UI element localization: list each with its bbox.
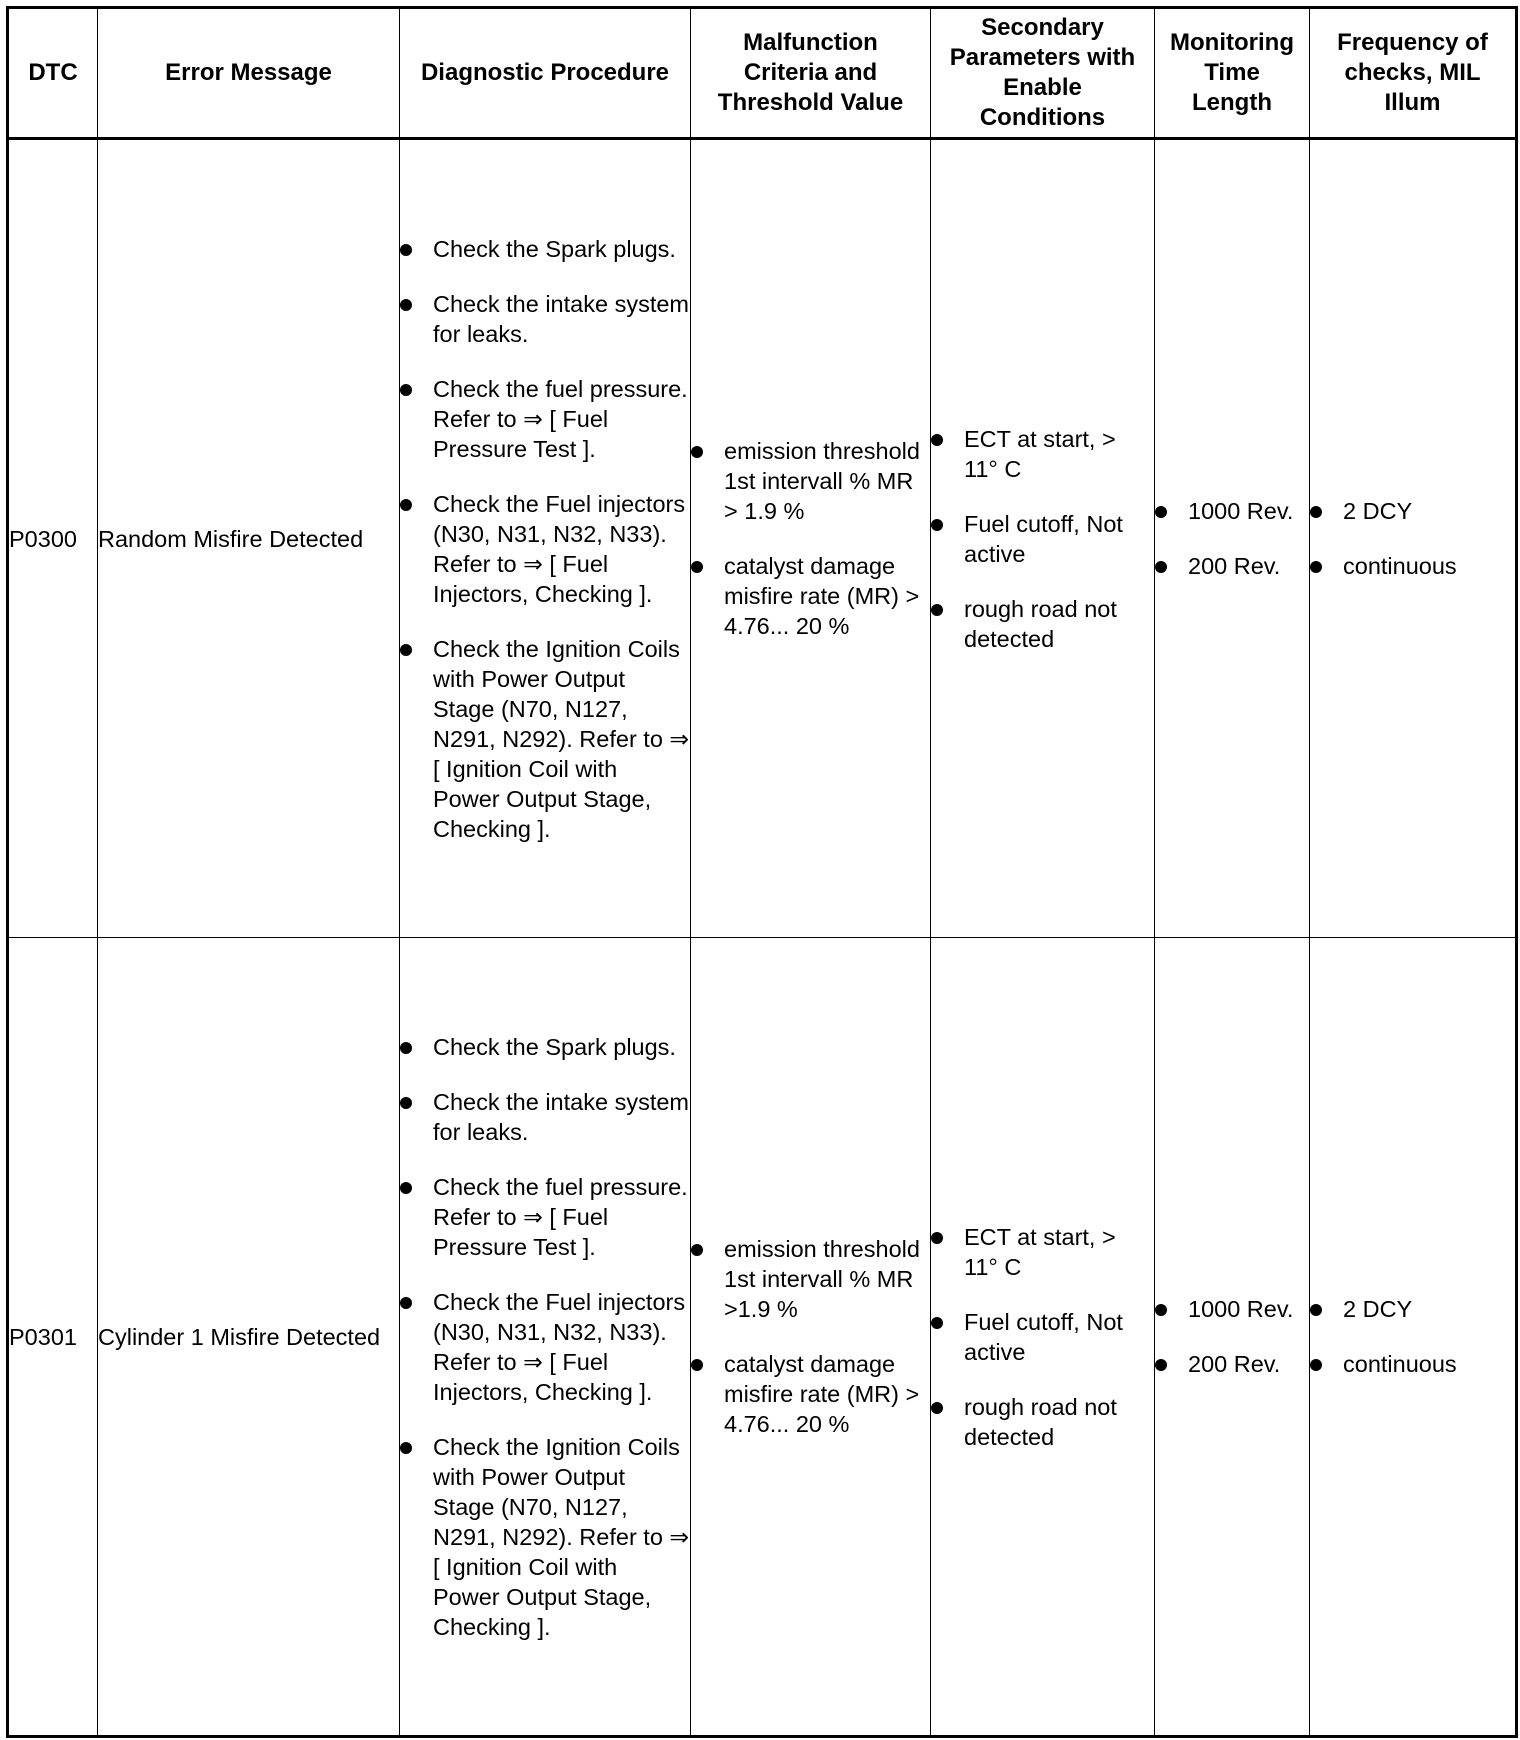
criteria-list [691, 436, 930, 641]
error-message-cell: Cylinder 1 Misfire Detected [98, 938, 400, 1737]
bullet-icon [400, 644, 412, 656]
bullet-icon [400, 1042, 412, 1054]
header-monitoring-time: Monitoring Time Length [1155, 8, 1310, 139]
procedure-step-item [400, 289, 690, 349]
secondary-parameter-text: Fuel cutoff, Not active [964, 510, 1123, 567]
monitoring-time-text: 200 Rev. [1188, 553, 1281, 579]
bullet-icon [400, 299, 412, 311]
criteria-item [691, 1349, 930, 1439]
procedure-step-item [400, 634, 690, 844]
procedure-step-item [400, 1432, 690, 1642]
bullet-icon [931, 1317, 943, 1329]
monitoring-time-item [1155, 1349, 1309, 1379]
frequency-text: continuous [1343, 1351, 1457, 1377]
monitoring-time-cell [1155, 938, 1310, 1737]
bullet-icon [691, 1359, 703, 1371]
bullet-icon [931, 1402, 943, 1414]
bullet-icon [691, 446, 703, 458]
procedure-step-item [400, 1087, 690, 1147]
secondary-parameter-text: rough road not detected [964, 595, 1117, 652]
criteria-text: catalyst damage misfire rate (MR) > 4.76... 20 % [724, 553, 920, 639]
secondary-parameter-item [931, 594, 1154, 654]
criteria-text: emission threshold 1st intervall % MR > 1.9 % [724, 438, 920, 524]
procedure-step-text: Check the Ignition Coils with Power Output Stage (N70, N127, N291, N292). Refer to ⇒ [ Ignition Coil with Power Output Stage, Checking ]. [433, 635, 690, 842]
monitoring-time-item [1155, 551, 1309, 581]
bullet-icon [400, 499, 412, 511]
bullet-icon [931, 519, 943, 531]
secondary-parameter-item [931, 1392, 1154, 1452]
bullet-icon [1310, 1304, 1322, 1316]
frequency-text: 2 DCY [1343, 498, 1413, 524]
bullet-icon [931, 604, 943, 616]
procedure-step-text: Check the Spark plugs. [433, 235, 676, 262]
bullet-icon [1155, 561, 1167, 573]
criteria-list [691, 1234, 930, 1439]
header-frequency: Frequency of checks, MIL Illum [1310, 8, 1517, 139]
bullet-icon [1155, 506, 1167, 518]
frequency-item [1310, 1294, 1515, 1324]
secondary-parameter-list [931, 1222, 1154, 1452]
monitoring-time-item [1155, 1294, 1309, 1324]
criteria-item [691, 436, 930, 526]
bullet-icon [400, 1182, 412, 1194]
bullet-icon [1310, 1359, 1322, 1371]
procedure-step-item [400, 374, 690, 464]
procedure-step-text: Check the fuel pressure. Refer to ⇒ [ Fuel Pressure Test ]. [433, 1173, 688, 1260]
secondary-parameter-item [931, 424, 1154, 484]
procedure-step-text: Check the intake system for leaks. [433, 1088, 689, 1145]
criteria-text: catalyst damage misfire rate (MR) > 4.76... 20 % [724, 1351, 920, 1437]
bullet-icon [1310, 561, 1322, 573]
diagnostic-procedure-cell [400, 139, 691, 938]
procedure-step-text: Check the intake system for leaks. [433, 290, 689, 347]
frequency-text: 2 DCY [1343, 1296, 1413, 1322]
procedure-step-item [400, 234, 690, 264]
secondary-parameter-text: ECT at start, > 11° C [964, 425, 1116, 482]
frequency-item [1310, 496, 1515, 526]
bullet-icon [400, 1442, 412, 1454]
frequency-list [1310, 496, 1515, 581]
criteria-text: emission threshold 1st intervall % MR >1.9 % [724, 1236, 920, 1322]
frequency-item [1310, 551, 1515, 581]
frequency-text: continuous [1343, 553, 1457, 579]
secondary-parameter-text: ECT at start, > 11° C [964, 1223, 1116, 1280]
monitoring-time-text: 1000 Rev. [1188, 498, 1294, 524]
bullet-icon [400, 1097, 412, 1109]
frequency-cell [1310, 938, 1517, 1737]
secondary-parameters-cell [931, 139, 1155, 938]
criteria-item [691, 1234, 930, 1324]
header-secondary-parameters: Secondary Parameters with Enable Conditions [931, 8, 1155, 139]
bullet-icon [400, 384, 412, 396]
monitoring-time-text: 200 Rev. [1188, 1351, 1281, 1377]
secondary-parameter-item [931, 509, 1154, 569]
bullet-icon [931, 434, 943, 446]
procedure-step-item [400, 1287, 690, 1407]
secondary-parameter-item [931, 1307, 1154, 1367]
procedure-step-text: Check the Fuel injectors (N30, N31, N32, N33). Refer to ⇒ [ Fuel Injectors, Checking ]. [433, 490, 686, 607]
header-row [8, 8, 1517, 139]
malfunction-criteria-cell [691, 139, 931, 938]
bullet-icon [691, 561, 703, 573]
secondary-parameter-text: Fuel cutoff, Not active [964, 1308, 1123, 1365]
procedure-step-item [400, 489, 690, 609]
table-row [8, 139, 1517, 938]
procedure-step-list [400, 234, 690, 844]
monitoring-time-item [1155, 496, 1309, 526]
bullet-icon [400, 1297, 412, 1309]
procedure-step-item [400, 1032, 690, 1062]
bullet-icon [1155, 1359, 1167, 1371]
procedure-step-item [400, 1172, 690, 1262]
header-diagnostic-procedure: Diagnostic Procedure [400, 8, 691, 139]
frequency-cell [1310, 139, 1517, 938]
monitoring-time-text: 1000 Rev. [1188, 1296, 1294, 1322]
procedure-step-text: Check the Fuel injectors (N30, N31, N32, N33). Refer to ⇒ [ Fuel Injectors, Checking ]. [433, 1288, 686, 1405]
error-message-cell: Random Misfire Detected [98, 139, 400, 938]
dtc-code-cell: P0301 [8, 938, 98, 1737]
monitoring-time-list [1155, 1294, 1309, 1379]
header-malfunction-criteria: Malfunction Criteria and Threshold Value [691, 8, 931, 139]
procedure-step-text: Check the fuel pressure. Refer to ⇒ [ Fuel Pressure Test ]. [433, 375, 688, 462]
dtc-table [6, 6, 1518, 1738]
frequency-item [1310, 1349, 1515, 1379]
diagnostic-procedure-cell [400, 938, 691, 1737]
table-row [8, 938, 1517, 1737]
table-body [8, 139, 1517, 1737]
secondary-parameter-list [931, 424, 1154, 654]
header-error-message: Error Message [98, 8, 400, 139]
bullet-icon [931, 1232, 943, 1244]
secondary-parameter-item [931, 1222, 1154, 1282]
procedure-step-list [400, 1032, 690, 1642]
secondary-parameter-text: rough road not detected [964, 1393, 1117, 1450]
bullet-icon [691, 1244, 703, 1256]
monitoring-time-list [1155, 496, 1309, 581]
frequency-list [1310, 1294, 1515, 1379]
malfunction-criteria-cell [691, 938, 931, 1737]
dtc-table-sheet [6, 6, 1515, 1736]
header-dtc: DTC [8, 8, 98, 139]
criteria-item [691, 551, 930, 641]
bullet-icon [1155, 1304, 1167, 1316]
secondary-parameters-cell [931, 938, 1155, 1737]
monitoring-time-cell [1155, 139, 1310, 938]
bullet-icon [400, 244, 412, 256]
procedure-step-text: Check the Ignition Coils with Power Output Stage (N70, N127, N291, N292). Refer to ⇒ [ Ignition Coil with Power Output Stage, Checking ]. [433, 1433, 690, 1640]
bullet-icon [1310, 506, 1322, 518]
procedure-step-text: Check the Spark plugs. [433, 1033, 676, 1060]
dtc-code-cell: P0300 [8, 139, 98, 938]
